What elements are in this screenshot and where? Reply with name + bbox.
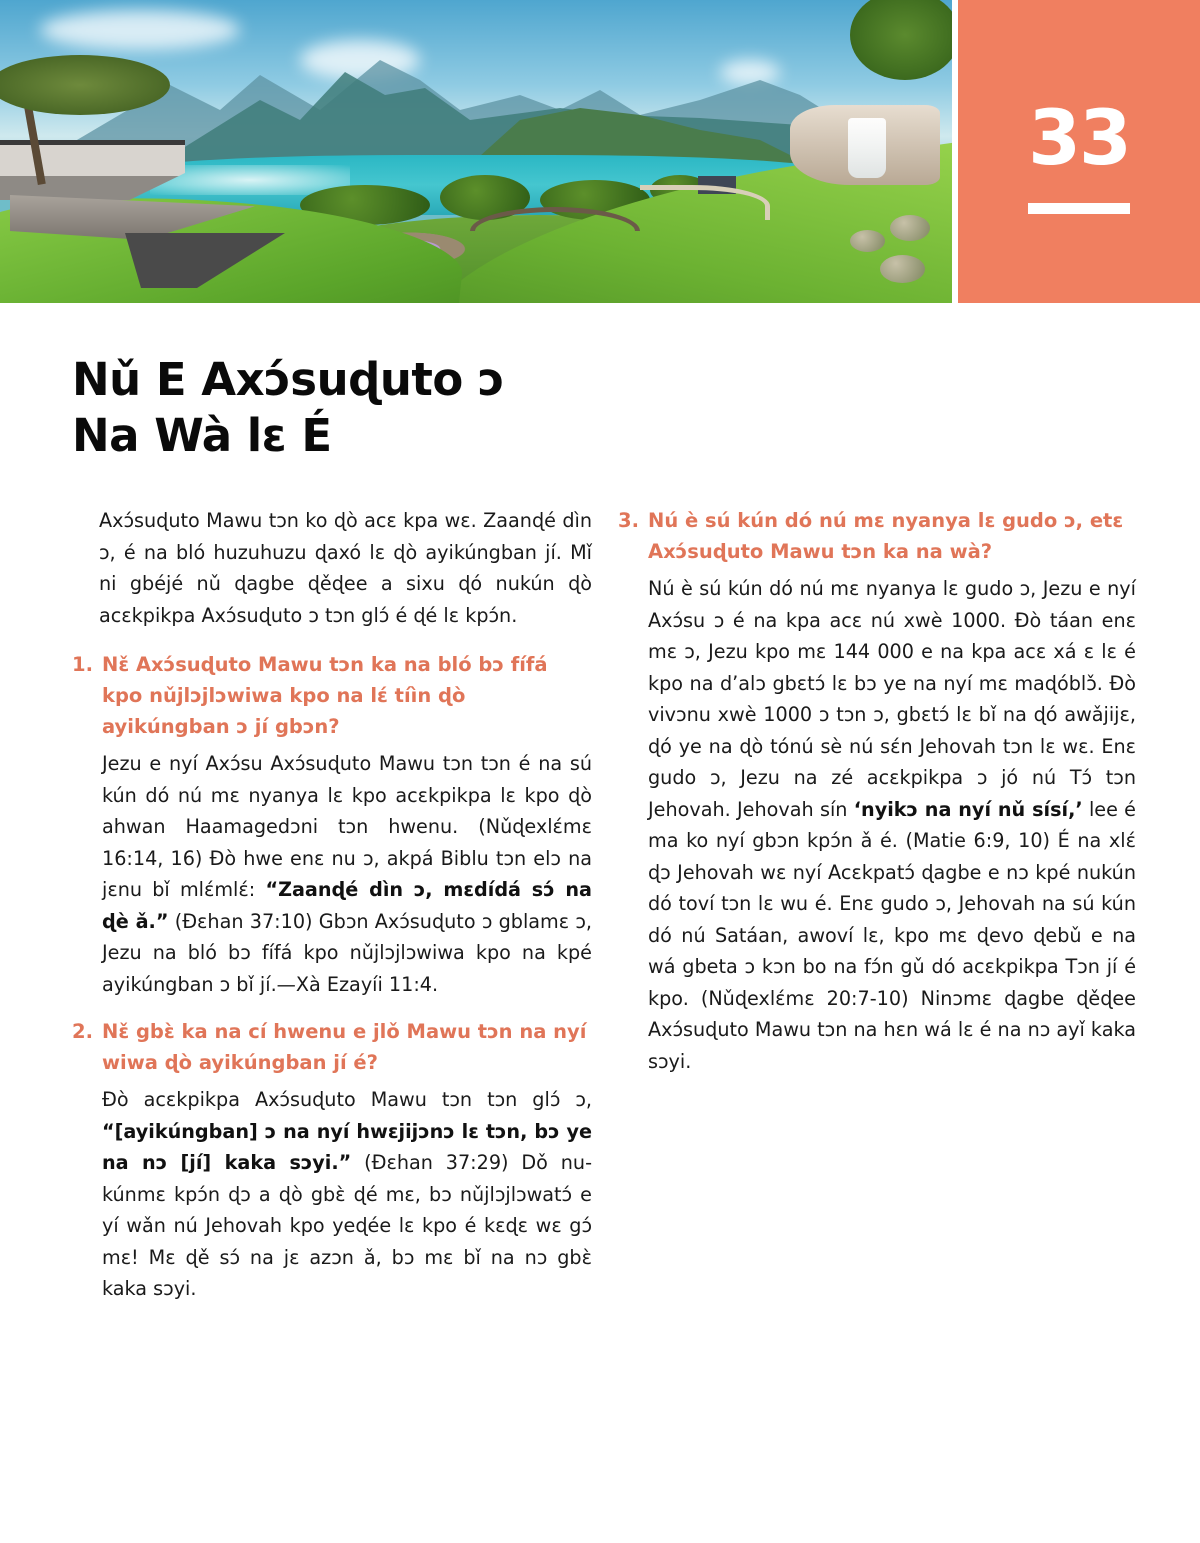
scripture-quote: ‘nyikɔ na nyí nǔ sísí,’ bbox=[853, 797, 1083, 821]
title-line-1: Nǔ E Axɔ́suɖuto ɔ bbox=[72, 353, 505, 406]
rock bbox=[880, 255, 925, 283]
right-column bbox=[618, 505, 1136, 1077]
question-2 bbox=[72, 1016, 592, 1078]
page-title bbox=[72, 352, 632, 464]
question-3 bbox=[618, 505, 1136, 567]
answer-text: Nú è sú kún dó nú mɛ nyanya lɛ gudo ɔ, Jezu e nyí Axɔ́su ɔ é na kpa acɛ nú xwè 1000. Ðò táan enɛ mɛ ɔ, Jezu kpo mɛ 144 000 e na kpa acɛ xá ɛ lɛ é kpo na d’alɔ gbɛtɔ́ lɛ bɔ ye na nyí mɛ maɖóblɔ̌. Ðò vivɔnu xwè 1000 ɔ tɔn ɔ, gbɛtɔ́ lɛ bǐ na ɖó awǎjijɛ, ɖó ye na ɖò tónú sè nú sɛ́n Jehovah tɔn lɛ wɛ. Enɛ gudo ɔ, Jezu na zé acɛkpikpa ɔ jó nú Tɔ́ tɔn Jehovah. Jehovah sín bbox=[648, 577, 1136, 821]
question-number: 1. bbox=[72, 653, 93, 676]
scripture-quote: “Zaanɖé dìn ɔ, mɛdídá sɔ́ na ɖè ǎ.” bbox=[102, 878, 592, 933]
question-text: Nɛ̌ gbɛ̀ ka na cí hwenu e jlǒ Mawu tɔn na nyí wiwa ɖò ayikúngban jí é? bbox=[102, 1020, 587, 1074]
question-number: 2. bbox=[72, 1020, 93, 1043]
hero-image bbox=[0, 0, 952, 303]
intro-paragraph: Axɔ́suɖuto Mawu tɔn ko ɖò acɛ kpa wɛ. Zaanɖé dìn ɔ, é na bló huzuhuzu ɖaxó lɛ ɖò ayikúngban jí. Mǐ ni gbéjé nǔ ɖagbe ɖěɖee a sixu ɖó nukún ɖò acɛkpikpa Axɔ́suɖuto ɔ tɔn glɔ́ é ɖé lɛ kpɔ́n. bbox=[99, 509, 592, 627]
answer-text: Ðò acɛkpikpa Axɔ́suɖuto Mawu tɔn tɔn glɔ́ ɔ, bbox=[102, 1088, 592, 1111]
question-text: Nɛ̌ Axɔ́suɖuto Mawu tɔn ka na bló bɔ fífá kpo nǔjlɔjlɔwiwa kpo na lɛ́ tíìn ɖò ayikúngban ɔ jí gbɔn? bbox=[102, 653, 548, 738]
chapter-badge bbox=[958, 0, 1200, 303]
answer-1 bbox=[72, 748, 592, 1000]
answer-text: Jezu e nyí Axɔ́su Axɔ́suɖuto Mawu tɔn tɔn é na sú kún dó nú mɛ nyanya lɛ kpo acɛkpikpa lɛ kpo ɖò ahwan Haamagedɔni tɔn hwenu. (Nǔɖexlɛ́mɛ 16:14, 16) Ðò hwe enɛ nu ɔ, akpá Biblu tɔn elɔ na jɛnu bǐ mlɛ́mlɛ́: bbox=[102, 752, 592, 901]
question-text: Nú è sú kún dó nú mɛ nyanya lɛ gudo ɔ, etɛ Axɔ́suɖuto Mawu tɔn ka na wà? bbox=[648, 509, 1124, 563]
answer-text: (Ðɛhan 37:10) Gbɔn Axɔ́suɖuto ɔ gblamɛ ɔ, Jezu na bló bɔ fífá kpo nǔjlɔjlɔwiwa kpo na kpé ayikúngban ɔ bǐ jí.—Xà Ezayíi 11:4. bbox=[102, 909, 593, 996]
rock bbox=[890, 215, 930, 241]
answer-text: (Ðɛhan 37:29) Dǒ nukúnmɛ kpɔ́n ɖɔ a ɖò gbɛ̀ ɖé mɛ, bɔ nǔjlɔjlɔwatɔ́ e yí wǎn nú Jehovah kpo yeɖée lɛ kpo é kɛɖɛ wɛ gɔ́ mɛ! Mɛ ɖě sɔ́ na jɛ azɔn ǎ, bɔ mɛ bǐ na nɔ gbɛ̀ kaka sɔyi. bbox=[102, 1151, 592, 1300]
chapter-number: 33 bbox=[1028, 93, 1130, 182]
answer-3 bbox=[618, 573, 1136, 1077]
question-1 bbox=[72, 649, 592, 742]
scripture-quote: “[ayikúngban] ɔ na nyí hwɛjijɔnɔ lɛ tɔn, bɔ ye na nɔ [jí] kaka sɔyi.” bbox=[102, 1119, 592, 1174]
left-column bbox=[72, 505, 592, 1305]
question-number: 3. bbox=[618, 509, 639, 532]
waterfall bbox=[848, 118, 886, 178]
title-line-2: Na Wà lɛ É bbox=[72, 409, 332, 462]
chapter-underline bbox=[1028, 203, 1130, 214]
answer-2 bbox=[72, 1084, 592, 1305]
answer-text: lee é ma ko nyí gbɔn kpɔ́n ǎ é. (Matie 6:9, 10) É na xlɛ́ ɖɔ Jehovah wɛ nyí Acɛkpatɔ́ ɖagbe e nɔ kpé nukún dó toví tɔn lɛ wu é. Enɛ gudo ɔ, Jehovah na sú kún dó nú Satáan, awoví lɛ, kpo mɛ ɖevo ɖebǔ e na wá gbeta ɔ kɔn bo na fɔ́n gǔ dó acɛkpikpa Tɔn jí é kpo. (Nǔɖexlɛ́mɛ 20:7-10) Ninɔmɛ ɖagbe ɖěɖee Axɔ́suɖuto Mawu tɔn na hɛn wá lɛ é na nɔ ayǐ kaka sɔyi. bbox=[648, 797, 1136, 1073]
rock bbox=[850, 230, 885, 252]
